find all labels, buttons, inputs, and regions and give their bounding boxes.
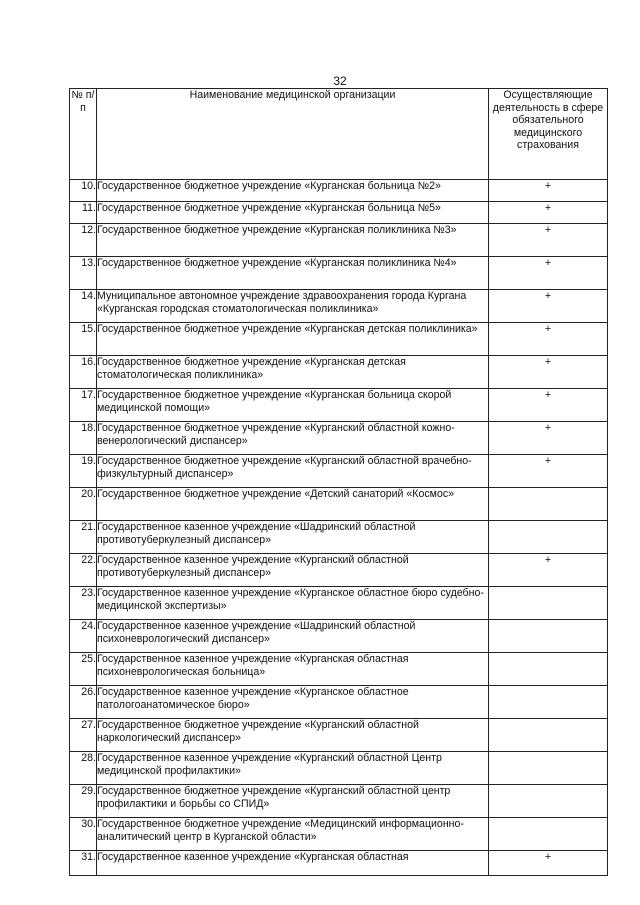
table-row — [70, 521, 608, 554]
table-row — [70, 488, 608, 521]
organization-name: Государственное бюджетное учреждение «Курганская детская стоматологическая поликлиника» — [97, 356, 489, 389]
oms-activity-mark — [489, 752, 608, 785]
row-number: 19. — [70, 455, 97, 488]
row-number: 14. — [70, 290, 97, 323]
oms-activity-mark: + — [489, 389, 608, 422]
row-number: 25. — [70, 653, 97, 686]
table-row — [70, 719, 608, 752]
table-row — [70, 818, 608, 851]
organization-name: Государственное казенное учреждение «Курганская областная психоневрологическая больница» — [97, 653, 489, 686]
row-number: 31. — [70, 851, 97, 876]
row-number: 15. — [70, 323, 97, 356]
row-number: 27. — [70, 719, 97, 752]
organization-name: Государственное бюджетное учреждение «Курганская поликлиника №3» — [97, 224, 489, 257]
organization-name: Государственное казенное учреждение «Шадринский областной противотуберкулезный диспансер» — [97, 521, 489, 554]
row-number: 21. — [70, 521, 97, 554]
header-number: № п/п — [70, 89, 97, 180]
oms-activity-mark: + — [489, 356, 608, 389]
oms-activity-mark — [489, 719, 608, 752]
header-oms-activity: Осуществляющие деятельность в сфере обязательного медицинского страхования — [489, 89, 608, 180]
table-row — [70, 620, 608, 653]
organization-name: Государственное бюджетное учреждение «Курганская поликлиника №4» — [97, 257, 489, 290]
row-number: 22. — [70, 554, 97, 587]
oms-activity-mark — [489, 686, 608, 719]
row-number: 26. — [70, 686, 97, 719]
table-row — [70, 356, 608, 389]
organization-name: Государственное казенное учреждение «Курганское областное бюро судебно-медицинской экспертизы» — [97, 587, 489, 620]
organizations-table — [69, 88, 608, 876]
oms-activity-mark: + — [489, 323, 608, 356]
row-number: 11. — [70, 202, 97, 224]
organization-name: Государственное бюджетное учреждение «Курганский областной центр профилактики и борьбы со СПИД» — [97, 785, 489, 818]
oms-activity-mark: + — [489, 202, 608, 224]
table-row — [70, 752, 608, 785]
row-number: 28. — [70, 752, 97, 785]
table-row — [70, 422, 608, 455]
oms-activity-mark — [489, 620, 608, 653]
row-number: 17. — [70, 389, 97, 422]
row-number: 23. — [70, 587, 97, 620]
organization-name: Государственное бюджетное учреждение «Курганская больница №2» — [97, 180, 489, 202]
row-number: 10. — [70, 180, 97, 202]
organization-name: Государственное бюджетное учреждение «Курганская детская поликлиника» — [97, 323, 489, 356]
organization-name: Государственное казенное учреждение «Курганская областная — [97, 851, 489, 876]
table-row — [70, 785, 608, 818]
oms-activity-mark: + — [489, 455, 608, 488]
row-number: 13. — [70, 257, 97, 290]
organization-name: Государственное бюджетное учреждение «Курганский областной наркологический диспансер» — [97, 719, 489, 752]
organization-name: Государственное казенное учреждение «Шадринский областной психоневрологический диспансер» — [97, 620, 489, 653]
table-row — [70, 202, 608, 224]
oms-activity-mark: + — [489, 224, 608, 257]
table-row — [70, 554, 608, 587]
oms-activity-mark — [489, 653, 608, 686]
table-row — [70, 224, 608, 257]
row-number: 16. — [70, 356, 97, 389]
row-number: 24. — [70, 620, 97, 653]
oms-activity-mark — [489, 785, 608, 818]
table-row — [70, 653, 608, 686]
row-number: 18. — [70, 422, 97, 455]
table-row — [70, 686, 608, 719]
oms-activity-mark: + — [489, 257, 608, 290]
oms-activity-mark — [489, 818, 608, 851]
table-row — [70, 389, 608, 422]
table-row — [70, 180, 608, 202]
oms-activity-mark — [489, 521, 608, 554]
oms-activity-mark — [489, 587, 608, 620]
header-organization-name: Наименование медицинской организации — [97, 89, 489, 180]
table-row — [70, 851, 608, 876]
oms-activity-mark: + — [489, 554, 608, 587]
row-number: 12. — [70, 224, 97, 257]
row-number: 29. — [70, 785, 97, 818]
table-row — [70, 587, 608, 620]
page-number: 32 — [333, 74, 347, 88]
organization-name: Государственное бюджетное учреждение «Курганская больница №5» — [97, 202, 489, 224]
organization-name: Государственное казенное учреждение «Курганский областной Центр медицинской профилактики» — [97, 752, 489, 785]
organization-name: Государственное бюджетное учреждение «Курганская больница скорой медицинской помощи» — [97, 389, 489, 422]
table-row — [70, 455, 608, 488]
oms-activity-mark: + — [489, 851, 608, 876]
organization-name: Государственное бюджетное учреждение «Курганский областной кожно-венерологический диспансер» — [97, 422, 489, 455]
oms-activity-mark: + — [489, 422, 608, 455]
table-header-row — [70, 89, 608, 180]
oms-activity-mark — [489, 488, 608, 521]
oms-activity-mark: + — [489, 290, 608, 323]
table-row — [70, 290, 608, 323]
organization-name: Государственное казенное учреждение «Курганский областной противотуберкулезный диспансер» — [97, 554, 489, 587]
organization-name: Государственное бюджетное учреждение «Медицинский информационно-аналитический центр в Курганской области» — [97, 818, 489, 851]
organization-name: Государственное бюджетное учреждение «Детский санаторий «Космос» — [97, 488, 489, 521]
row-number: 20. — [70, 488, 97, 521]
oms-activity-mark: + — [489, 180, 608, 202]
row-number: 30. — [70, 818, 97, 851]
organization-name: Государственное казенное учреждение «Курганское областное патологоанатомическое бюро» — [97, 686, 489, 719]
organization-name: Государственное бюджетное учреждение «Курганский областной врачебно-физкультурный диспансер» — [97, 455, 489, 488]
table-row — [70, 323, 608, 356]
table-row — [70, 257, 608, 290]
organization-name: Муниципальное автономное учреждение здравоохранения города Кургана «Курганская городская стоматологическая поликлиника» — [97, 290, 489, 323]
table-body — [70, 180, 608, 876]
